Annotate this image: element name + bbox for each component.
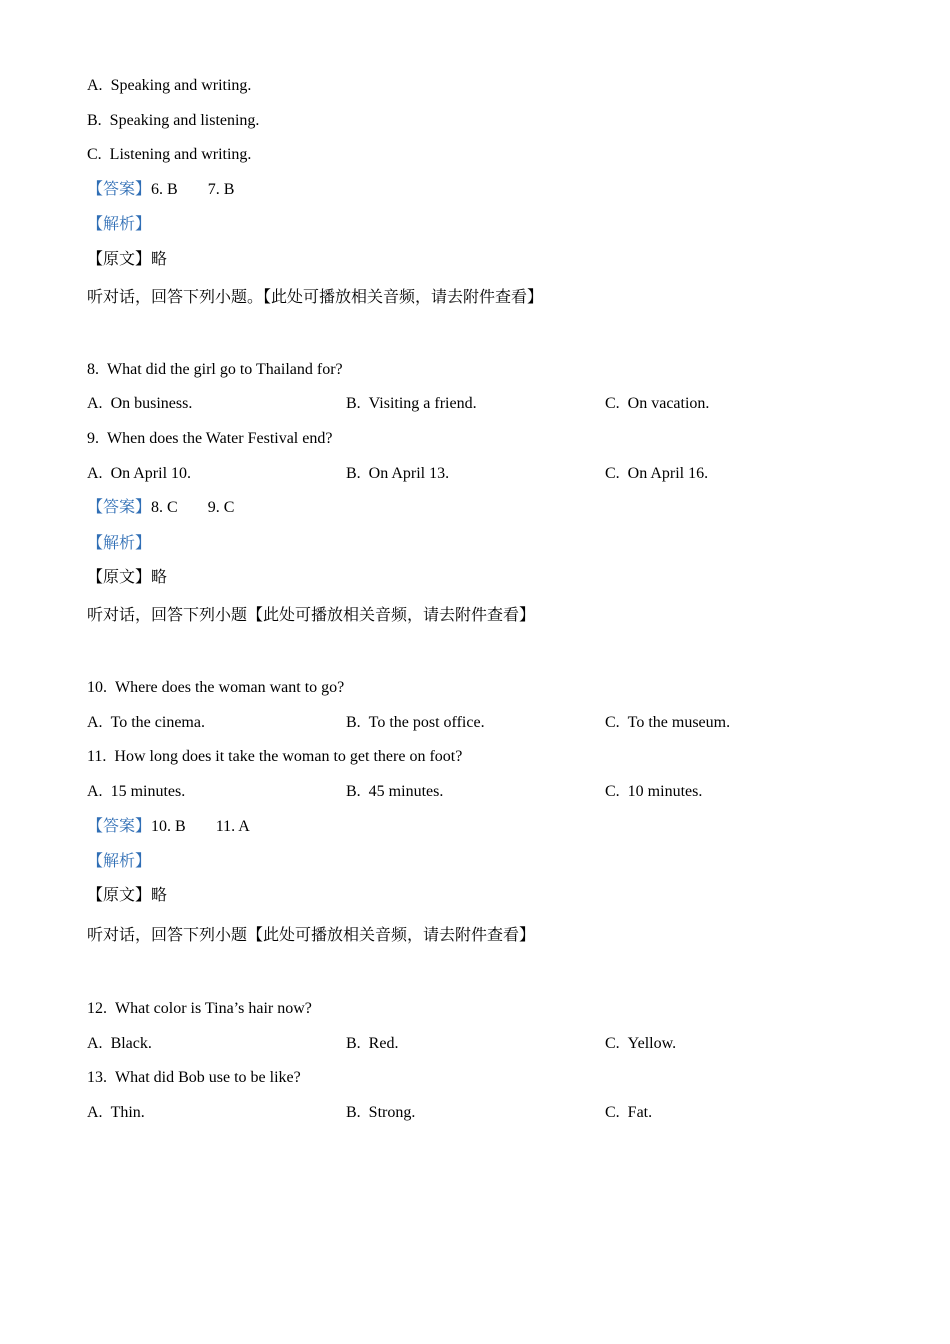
original-text: 略 [151,569,168,586]
question-10: 10. Where does the woman want to go? [87,679,345,696]
original-tag: 【原文】 [87,569,152,586]
question-9: 9. When does the Water Festival end? [87,430,333,447]
option-a: A. 15 minutes. [87,783,186,800]
question-8: 8. What did the girl go to Thailand for? [87,361,343,378]
answer-line [87,498,234,518]
option-b: B. Speaking and listening. [87,112,260,129]
option-b: B. Red. [346,1035,399,1052]
answer-tag: 【答案】 [87,818,152,835]
original-text: 略 [151,251,168,268]
question-13: 13. What did Bob use to be like? [87,1069,301,1086]
answer-value: 9. C [207,499,235,516]
option-b: B. Strong. [346,1104,416,1121]
listening-instruction: 听对话，回答下列小题。【此处可播放相关音频，请去附件查看】 [87,289,544,306]
answer-value: 11. A [215,818,250,835]
option-b: B. 45 minutes. [346,783,444,800]
original-line [87,250,167,270]
analysis-tag: 【解析】 [87,853,152,870]
option-a: A. Black. [87,1035,152,1052]
option-c: C. 10 minutes. [605,783,703,800]
answer-tag: 【答案】 [87,499,152,516]
analysis-tag: 【解析】 [87,216,152,233]
answer-value: 6. B [151,181,178,198]
analysis-tag: 【解析】 [87,535,152,552]
option-c: C. To the museum. [605,714,731,731]
option-a: A. On business. [87,395,193,412]
listening-instruction: 听对话，回答下列小题【此处可播放相关音频，请去附件查看】 [87,607,536,624]
option-b: B. To the post office. [346,714,485,731]
option-b: B. Visiting a friend. [346,395,477,412]
listening-instruction: 听对话，回答下列小题【此处可播放相关音频，请去附件查看】 [87,927,536,944]
original-tag: 【原文】 [87,887,152,904]
answer-line [87,817,250,837]
option-c: C. Listening and writing. [87,146,252,163]
answer-tag: 【答案】 [87,181,152,198]
option-a: A. Speaking and writing. [87,77,252,94]
original-line [87,886,167,906]
question-11: 11. How long does it take the woman to get there on foot? [87,748,463,765]
option-a: A. Thin. [87,1104,145,1121]
answer-value: 8. C [151,499,178,516]
answer-value: 10. B [151,818,186,835]
answer-value: 7. B [207,181,235,198]
option-a: A. To the cinema. [87,714,205,731]
option-c: C. Fat. [605,1104,653,1121]
original-line [87,568,167,588]
option-c: C. On vacation. [605,395,710,412]
question-12: 12. What color is Tina’s hair now? [87,1000,312,1017]
answer-line [87,180,234,200]
option-b: B. On April 13. [346,465,450,482]
original-tag: 【原文】 [87,251,152,268]
option-c: C. On April 16. [605,465,709,482]
option-c: C. Yellow. [605,1035,677,1052]
original-text: 略 [151,887,168,904]
option-a: A. On April 10. [87,465,192,482]
